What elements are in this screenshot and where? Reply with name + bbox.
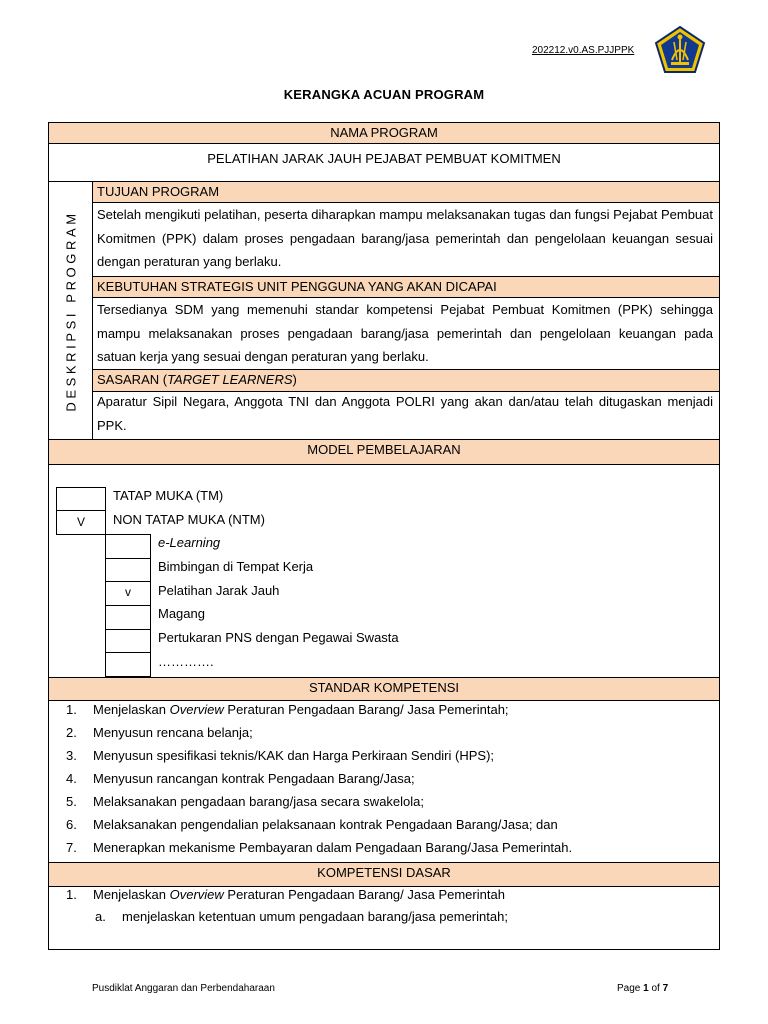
sub-option-bimbingan: Bimbingan di Tempat Kerja	[158, 559, 314, 574]
sasaran-text: Aparatur Sipil Negara, Anggota TNI dan Anggota POLRI yang akan dan/atau telah ditugaskan menjadi PPK.	[97, 394, 713, 433]
checkbox-non-tatap-muka: V	[56, 510, 106, 535]
checkbox-bimbingan	[105, 558, 151, 582]
section-heading-standar-kompetensi: STANDAR KOMPETENSI	[49, 677, 719, 701]
sub-option-pertukaran-pns: Pertukaran PNS dengan Pegawai Swasta	[158, 630, 399, 645]
checkbox-tatap-muka	[56, 487, 106, 511]
subheading-sasaran: SASARAN (TARGET LEARNERS)	[93, 369, 719, 392]
checkbox-magang	[105, 605, 151, 630]
kak-table: NAMA PROGRAM PELATIHAN JARAK JAUH PEJABAT PEMBUAT KOMITMEN DESKRIPSI PROGRAM TUJUAN PROGRAM Setelah mengikuti pelatihan, peserta diharapkan mampu melaksanakan tugas dan fungsi Pejabat Pembuat Komitmen (PPK) dalam proses pengadaan barang/jasa pemerintah dan pengelolaan keuangan sesuai dengan peraturan yang berlaku. KEBUTUHAN STRATEGIS UNIT PENGGUNA YANG AKAN DICAPAI Tersedianya SDM yang memenuhi standar kompetensi Pejabat Pembuat Komitmen (PPK) sehingga mampu melaksanakan proses pengadaan barang/jasa pemerintah dan pengelolaan keuangan pada satuan kerja yang sesuai dengan peraturan yang berlaku. SASARAN (TARGET LEARNERS) Aparatur Sipil Negara, Anggota TNI dan Anggota POLRI yang akan dan/atau telah ditugaskan menjadi PPK. MODEL PEMBELAJARAN V TATAP MUKA (TM) NON TATAP MUKA (NTM) v e-Learning Bimbingan di Tempat Kerja Pelatihan Jarak Jauh Magang Pertukaran PNS dengan Pegawai Swasta …………. STANDAR KOMPETENSI 1. Menjelaskan Overview Peraturan Pengadaan Barang/ Jasa Pemerintah; 2. Menyusun rencana belanja; 3. Menyusun spesifikasi teknis/KAK dan Harga Perkiraan Sendiri (HPS); 4. Menyusun rancangan kontrak Pengadaan Barang/Jasa; 5. Melaksanakan pengadaan barang/jasa secara swakelola; 6. Melaksanakan pengendalian pelaksanaan kontrak Pengadaan Barang/Jasa; dan 7. Menerapkan mekanisme Pembayaran dalam Pengadaan Barang/Jasa Pemerintah. KOMPETENSI DASAR 1. Menjelaskan Overview Peraturan Pengadaan Barang/ Jasa Pemerintah a. menjelaskan ketentuan umum pengadaan barang/jasa pemerintah;	[48, 122, 720, 950]
sub-option-pelatihan-jarak-jauh: Pelatihan Jarak Jauh	[158, 583, 280, 598]
footer-page-number: Page 1 of 7	[617, 983, 669, 994]
subheading-tujuan: TUJUAN PROGRAM	[93, 182, 719, 203]
section-heading-nama-program: NAMA PROGRAM	[49, 123, 719, 144]
option-tatap-muka: TATAP MUKA (TM)	[113, 488, 224, 503]
section-heading-kompetensi-dasar: KOMPETENSI DASAR	[49, 862, 719, 887]
footer-organization: Pusdiklat Anggaran dan Perbendaharaan	[92, 983, 275, 994]
checkbox-pertukaran-pns	[105, 629, 151, 653]
kemenkeu-logo-icon	[654, 26, 706, 74]
sub-option-lainnya: ………….	[158, 654, 214, 669]
option-non-tatap-muka: NON TATAP MUKA (NTM)	[113, 512, 265, 527]
subheading-kebutuhan: KEBUTUHAN STRATEGIS UNIT PENGGUNA YANG AKAN DICAPAI	[93, 276, 719, 298]
kebutuhan-text: Tersedianya SDM yang memenuhi standar kompetensi Pejabat Pembuat Komitmen (PPK) sehingga mampu melaksanakan proses pengadaan barang/jasa pemerintah dan pengelolaan keuangan pada satuan kerja yang sesuai dengan peraturan yang berlaku.	[97, 302, 713, 364]
sub-option-e-learning: e-Learning	[158, 535, 221, 550]
tujuan-text: Setelah mengikuti pelatihan, peserta diharapkan mampu melaksanakan tugas dan fungsi Pejabat Pembuat Komitmen (PPK) dalam proses pengadaan barang/jasa pemerintah dan pengelolaan keuangan sesuai dengan peraturan yang berlaku.	[97, 207, 713, 269]
document-code: 202212.v0.AS.PJJPPK	[532, 45, 635, 56]
section-heading-model: MODEL PEMBELAJARAN	[49, 439, 719, 465]
document-title: KERANGKA ACUAN PROGRAM	[283, 87, 485, 102]
checkbox-lainnya	[105, 652, 151, 677]
checkbox-e-learning	[105, 534, 151, 559]
program-name: PELATIHAN JARAK JAUH PEJABAT PEMBUAT KOMITMEN	[49, 147, 719, 182]
deskripsi-program-column	[49, 182, 93, 440]
checkbox-pelatihan-jarak-jauh: v	[105, 581, 151, 606]
sub-option-magang: Magang	[158, 606, 205, 621]
deskripsi-program-label: DESKRIPSI PROGRAM	[63, 210, 79, 412]
